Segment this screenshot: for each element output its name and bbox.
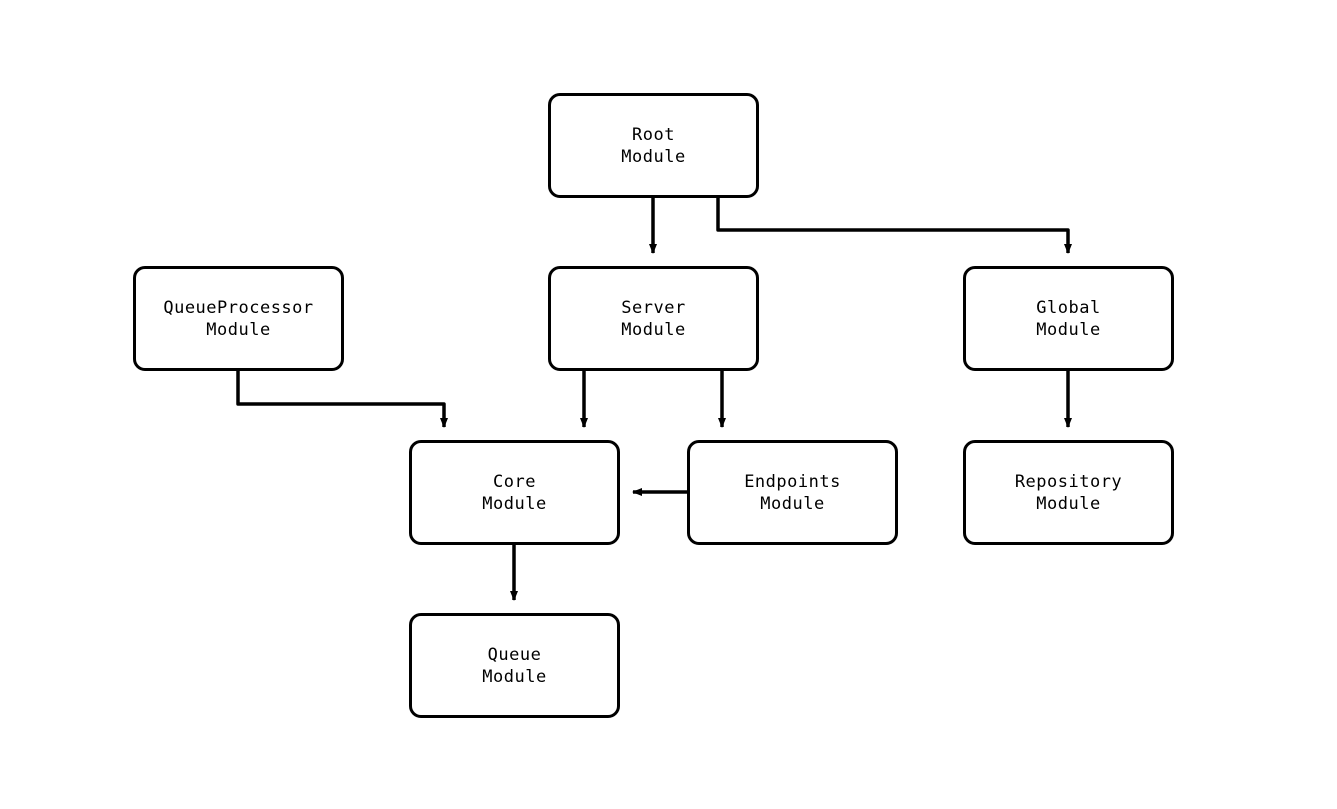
edge-root-to-global [718,198,1068,253]
node-queueprocessor-module-subtitle: Module [206,319,271,340]
node-root-module[interactable] [548,93,759,198]
edge-queueprocessor-to-core [238,371,444,427]
node-server-module-title: Server [621,297,686,318]
node-queue-module[interactable] [409,613,620,718]
node-repository-module-title: Repository [1014,471,1123,492]
node-core-module-title: Core [493,471,536,492]
node-root-module-title: Root [632,124,675,145]
node-queueprocessor-module-title: QueueProcessor [163,297,314,318]
node-server-module-subtitle: Module [621,319,686,340]
node-repository-module-subtitle: Module [1036,493,1101,514]
node-global-module[interactable] [963,266,1174,371]
node-endpoints-module-title: Endpoints [744,471,841,492]
node-root-module-subtitle: Module [621,146,686,167]
node-server-module[interactable] [548,266,759,371]
node-queueprocessor-module[interactable] [133,266,344,371]
node-global-module-title: Global [1036,297,1101,318]
node-repository-module[interactable] [963,440,1174,545]
node-core-module-subtitle: Module [482,493,547,514]
node-global-module-subtitle: Module [1036,319,1101,340]
node-core-module[interactable] [409,440,620,545]
node-queue-module-subtitle: Module [482,666,547,687]
node-endpoints-module[interactable] [687,440,898,545]
node-endpoints-module-subtitle: Module [760,493,825,514]
node-queue-module-title: Queue [487,644,542,665]
